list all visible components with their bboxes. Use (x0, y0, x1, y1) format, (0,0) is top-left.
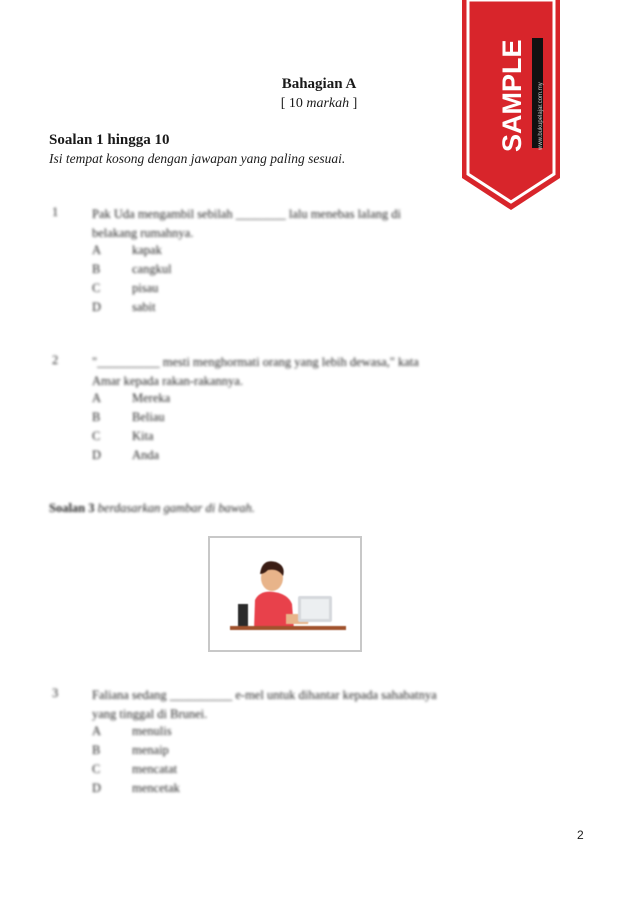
option-text: pisau (132, 281, 159, 295)
option-letter: A (92, 243, 102, 257)
option-text: menulis (132, 724, 172, 738)
option-letter: B (92, 262, 101, 276)
section-marks: [ 10 markah ] (280, 96, 358, 111)
question-number: 3 (52, 686, 59, 700)
option-letter: C (92, 281, 101, 295)
option-text: mencatat (132, 762, 178, 776)
ribbon-small-text: www.bukupelajar.com.my (538, 82, 544, 150)
question-text-line: Amar kepada rakan-rakannya. (92, 374, 243, 388)
question-text-line: "__________ mesti menghormati orang yang lebih dewasa," kata (92, 355, 419, 369)
option-letter: B (92, 743, 101, 757)
option-text: Anda (132, 448, 160, 462)
option-text: kapak (132, 243, 162, 257)
page-number: 2 (577, 828, 584, 842)
option-letter: B (92, 410, 101, 424)
image-reference-note: Soalan 3 berdasarkan gambar di bawah. (49, 501, 255, 515)
option-letter: D (92, 300, 102, 314)
option-letter: A (92, 391, 102, 405)
question-number: 1 (52, 205, 59, 219)
option-letter: A (92, 724, 102, 738)
option-text: Mereka (132, 391, 171, 405)
option-letter: D (92, 781, 102, 795)
option-letter: C (92, 762, 101, 776)
ribbon-label: SAMPLE (497, 39, 527, 152)
option-text: sabit (132, 300, 156, 314)
question-text-line: yang tinggal di Brunei. (92, 707, 208, 721)
person-typing-on-laptop-icon (210, 538, 360, 650)
option-letter: C (92, 429, 101, 443)
question-text-line: belakang rumahnya. (92, 226, 194, 240)
option-text: Beliau (132, 410, 165, 424)
question-text-line: Faliana sedang __________ e-mel untuk dihantar kepada sahabatnya (92, 688, 437, 702)
instruction: Isi tempat kosong dengan jawapan yang paling sesuai. (49, 151, 346, 166)
question-number: 2 (52, 353, 59, 367)
option-text: cangkul (132, 262, 172, 276)
question-text-line: Pak Uda mengambil sebilah ________ lalu menebas lalang di (92, 207, 401, 221)
option-text: mencetak (132, 781, 180, 795)
option-letter: D (92, 448, 102, 462)
section-title: Bahagian A (281, 76, 357, 92)
question-illustration (208, 536, 362, 652)
option-text: Kita (132, 429, 154, 443)
option-text: menaip (132, 743, 169, 757)
question-range: Soalan 1 hingga 10 (49, 132, 170, 148)
